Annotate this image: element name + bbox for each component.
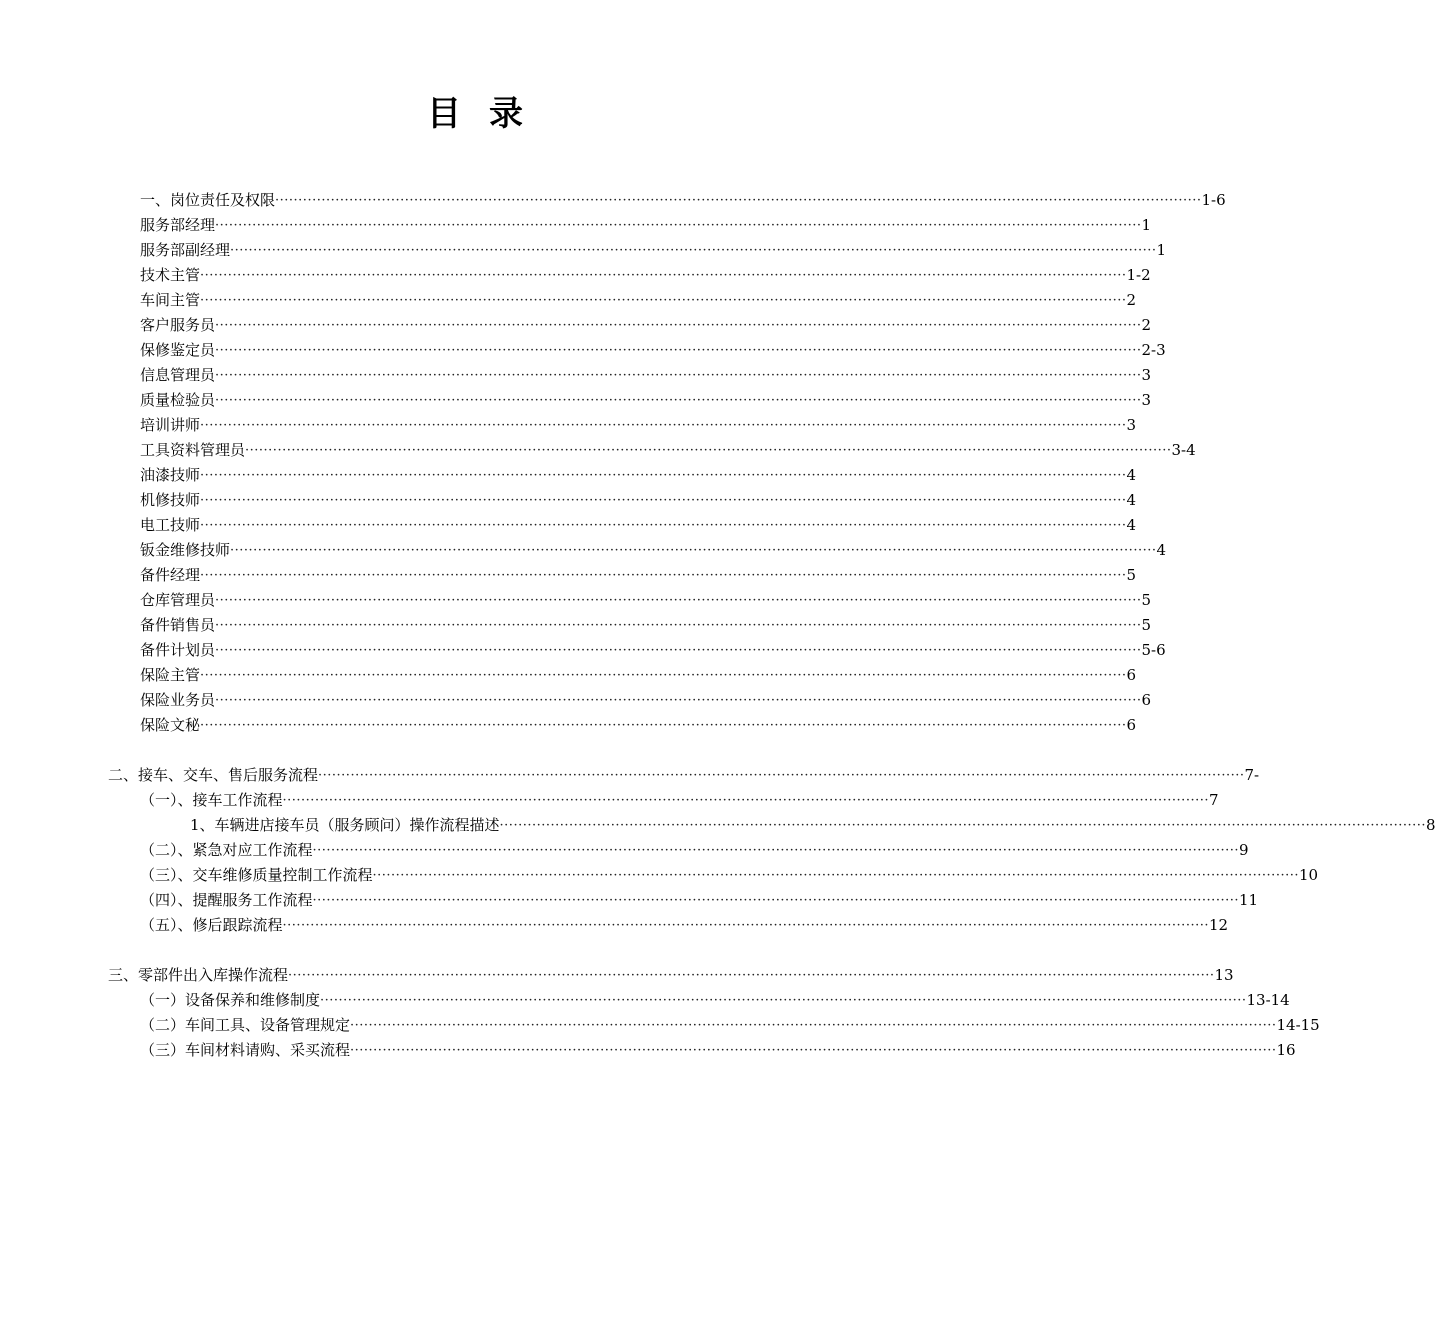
toc-entry <box>140 363 1152 388</box>
toc-entry-label: 电工技师 <box>140 516 201 534</box>
toc-entry-label: （三）、交车维修质量控制工作流程 <box>140 866 373 884</box>
toc-dot-leader: ········································································································································································································ <box>200 668 1127 683</box>
toc-entry-page: 3-4 <box>1171 441 1196 459</box>
toc-dot-leader: ········································································································································································································ <box>230 543 1157 558</box>
toc-dot-leader: ········································································································································································································ <box>282 918 1209 933</box>
toc-dot-leader: ········································································································································································································ <box>350 1018 1277 1033</box>
toc-entry-page: 13 <box>1214 966 1234 984</box>
toc-entry-label: 仓库管理员 <box>140 591 216 609</box>
toc-entry-label: 技术主管 <box>140 266 201 284</box>
toc-entry <box>140 913 1229 938</box>
toc-entry-page: 3 <box>1141 391 1152 409</box>
toc-entry <box>140 488 1137 513</box>
toc-entry-page: 6 <box>1126 666 1137 684</box>
toc-entry-page: 10 <box>1298 866 1319 884</box>
toc-entry-page: 11 <box>1238 891 1259 909</box>
toc-entry-label: 油漆技师 <box>140 466 201 484</box>
toc-entry-label: （一）设备保养和维修制度 <box>140 991 321 1009</box>
toc-entry-label: （一）、接车工作流程 <box>140 791 283 809</box>
toc-entry-page: 1 <box>1156 241 1167 259</box>
toc-entry <box>190 813 1436 838</box>
toc-title: 目录 <box>427 94 551 134</box>
toc-entry-label: 钣金维修技师 <box>140 541 231 559</box>
toc-entry <box>140 288 1137 313</box>
toc-entry-label: 质量检验员 <box>140 391 216 409</box>
toc-entry-page: 13-14 <box>1246 991 1290 1009</box>
toc-entry <box>140 513 1137 538</box>
toc-entry-page: 2 <box>1126 291 1137 309</box>
toc-entry-page: 1-2 <box>1126 266 1151 284</box>
toc-dot-leader: ········································································································································································································ <box>499 818 1427 833</box>
toc-entry <box>140 888 1259 913</box>
toc-entry <box>140 688 1152 713</box>
toc-entry-label: （三）车间材料请购、采买流程 <box>140 1041 351 1059</box>
toc-dot-leader: ········································································································································································································ <box>200 568 1127 583</box>
toc-dot-leader: ········································································································································································································ <box>282 793 1209 808</box>
toc-entry-page: 3 <box>1141 366 1152 384</box>
toc-entry-page: 16 <box>1276 1041 1296 1059</box>
toc-entry-label: 保修鉴定员 <box>140 341 216 359</box>
toc-entry-page: 7- <box>1244 766 1260 784</box>
toc-entry <box>140 538 1167 563</box>
toc-dot-leader: ········································································································································································································ <box>200 493 1127 508</box>
toc-entry-label: 备件销售员 <box>140 616 216 634</box>
toc-entry <box>140 388 1152 413</box>
toc-entry-label: （二）、紧急对应工作流程 <box>140 841 313 859</box>
toc-entry-label: 服务部经理 <box>140 216 216 234</box>
toc-entry-page: 1 <box>1141 216 1152 234</box>
toc-entry-page: 8 <box>1426 816 1436 834</box>
toc-entry <box>140 713 1137 738</box>
toc-entry-page: 5 <box>1126 566 1137 584</box>
toc-dot-leader: ········································································································································································································ <box>350 1043 1277 1058</box>
toc-entry <box>140 863 1319 888</box>
toc-entry-label: 车间主管 <box>140 291 201 309</box>
toc-entry-page: 1-6 <box>1201 191 1226 209</box>
toc-entry-page: 4 <box>1156 541 1167 559</box>
toc-entry-label: 机修技师 <box>140 491 201 509</box>
toc-entry <box>140 463 1137 488</box>
toc-entry-label: 工具资料管理员 <box>140 441 246 459</box>
toc-entry-page: 5 <box>1141 616 1152 634</box>
toc-dot-leader: ········································································································································································································ <box>200 518 1127 533</box>
toc-dot-leader: ········································································································································································································ <box>200 268 1127 283</box>
toc-dot-leader: ········································································································································································································ <box>312 843 1239 858</box>
toc-entry <box>140 838 1249 863</box>
toc-entry <box>140 663 1137 688</box>
toc-entry <box>108 963 1234 988</box>
toc-entry-label: 三、零部件出入库操作流程 <box>108 966 289 984</box>
toc-entry <box>140 788 1219 813</box>
toc-entry-page: 7 <box>1208 791 1219 809</box>
toc-dot-leader: ········································································································································································································ <box>320 993 1247 1008</box>
toc-entry <box>140 188 1226 213</box>
toc-dot-leader: ········································································································································································································ <box>215 693 1142 708</box>
toc-dot-leader: ········································································································································································································ <box>215 218 1142 233</box>
toc-dot-leader: ········································································································································································································ <box>215 643 1142 658</box>
toc-entry-label: 二、接车、交车、售后服务流程 <box>108 766 319 784</box>
toc-entry <box>140 638 1166 663</box>
toc-dot-leader: ········································································································································································································ <box>215 393 1142 408</box>
toc-dot-leader: ········································································································································································································ <box>215 318 1142 333</box>
toc-dot-leader: ········································································································································································································ <box>215 618 1142 633</box>
toc-entry-label: 保险业务员 <box>140 691 216 709</box>
toc-entry-page: 2 <box>1141 316 1152 334</box>
toc-entry <box>140 1038 1296 1063</box>
toc-dot-leader: ········································································································································································································ <box>318 768 1245 783</box>
toc-dot-leader: ········································································································································································································ <box>215 593 1142 608</box>
toc-entry-page: 5-6 <box>1141 641 1166 659</box>
toc-entry-label: （四）、提醒服务工作流程 <box>140 891 313 909</box>
toc-entry-label: 备件计划员 <box>140 641 216 659</box>
toc-entry-label: （五）、修后跟踪流程 <box>140 916 283 934</box>
toc-entry <box>140 413 1137 438</box>
toc-entry <box>140 988 1290 1013</box>
toc-dot-leader: ········································································································································································································ <box>215 343 1142 358</box>
toc-dot-leader: ········································································································································································································ <box>275 193 1202 208</box>
toc-entry-label: （二）车间工具、设备管理规定 <box>140 1016 351 1034</box>
toc-entry-label: 客户服务员 <box>140 316 216 334</box>
toc-entry-page: 2-3 <box>1141 341 1166 359</box>
toc-entry <box>140 313 1152 338</box>
toc-entry-page: 12 <box>1208 916 1229 934</box>
toc-entry-label: 备件经理 <box>140 566 201 584</box>
toc-entry-page: 4 <box>1126 491 1137 509</box>
toc-entry <box>140 613 1152 638</box>
toc-entry-label: 保险文秘 <box>140 716 201 734</box>
toc-entry-page: 6 <box>1126 716 1137 734</box>
toc-entry-page: 5 <box>1141 591 1152 609</box>
toc-dot-leader: ········································································································································································································ <box>215 368 1142 383</box>
toc-entry <box>140 213 1152 238</box>
toc-entry <box>140 563 1137 588</box>
toc-dot-leader: ········································································································································································································ <box>372 868 1299 883</box>
toc-entry-label: 信息管理员 <box>140 366 216 384</box>
toc-entry <box>140 1013 1320 1038</box>
toc-entry <box>140 263 1151 288</box>
toc-dot-leader: ········································································································································································································ <box>200 468 1127 483</box>
toc-entry-label: 1、车辆进店接车员（服务顾问）操作流程描述 <box>190 816 500 834</box>
toc-dot-leader: ········································································································································································································ <box>245 443 1172 458</box>
toc-entry <box>108 763 1260 788</box>
toc-entry-label: 服务部副经理 <box>140 241 231 259</box>
toc-entry-page: 6 <box>1141 691 1152 709</box>
toc-entry-label: 保险主管 <box>140 666 201 684</box>
toc-dot-leader: ········································································································································································································ <box>288 968 1215 983</box>
toc-dot-leader: ········································································································································································································ <box>230 243 1157 258</box>
toc-entry-page: 4 <box>1126 466 1137 484</box>
toc-dot-leader: ········································································································································································································ <box>200 718 1127 733</box>
toc-dot-leader: ········································································································································································································ <box>200 418 1127 433</box>
toc-entry-page: 4 <box>1126 516 1137 534</box>
toc-entry <box>140 588 1152 613</box>
toc-entry-label: 一、岗位责任及权限 <box>140 191 276 209</box>
toc-dot-leader: ········································································································································································································ <box>200 293 1127 308</box>
toc-entry <box>140 438 1196 463</box>
toc-entry-page: 9 <box>1238 841 1249 859</box>
toc-entry-label: 培训讲师 <box>140 416 201 434</box>
toc-entry-page: 14-15 <box>1276 1016 1320 1034</box>
toc-entry-page: 3 <box>1126 416 1137 434</box>
toc-entry <box>140 338 1166 363</box>
toc-dot-leader: ········································································································································································································ <box>312 893 1239 908</box>
toc-entry <box>140 238 1167 263</box>
